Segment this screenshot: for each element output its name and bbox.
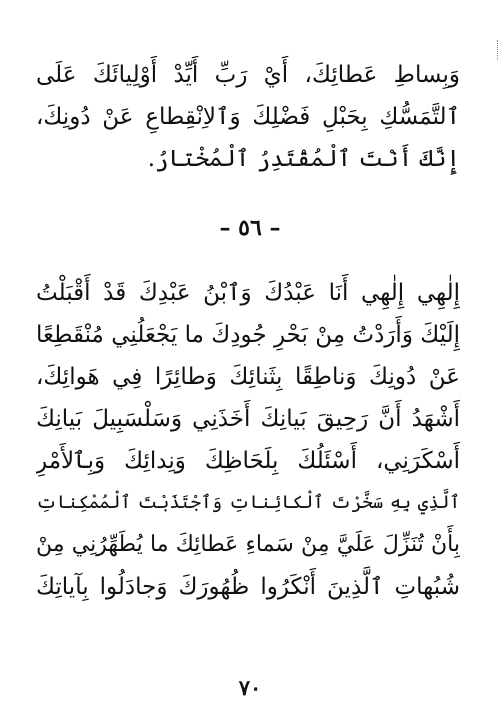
section-number-heading: – ٥٦ – <box>219 215 281 241</box>
text-line: إِلَيْكَ وَأَرَدْتُ مِنْ بَحْرِ جُودِكَ ما يَجْعَلُنِي مُنْقَطِعًا <box>36 322 460 348</box>
text-line: أَسْكَرَنِي، أَسْئَلُكَ بِلَحَاظِكَ وَنِدائِكَ وَبِٱلأَمْرِ <box>36 448 460 474</box>
text-line: عَنْ دُونِكَ وَناطِقًا بِثَنائِكَ وَطائِرًا فِي هَوائِكَ، <box>36 364 460 390</box>
text-line: إِنَّكَ أَنْتَ ٱلْمُقْتَدِرُ ٱلْمُخْتارُ. <box>147 146 460 172</box>
page-number: ٧٠ <box>238 675 262 700</box>
paragraph-continuation <box>36 54 460 180</box>
text-line: أَشْهَدُ أَنَّ رَحِيقَ بَيانِكَ أَخَذَنِي وَسَلْسَبِيلَ بَيانِكَ <box>36 406 460 432</box>
text-line: ٱلتَّمَسُّكِ بِحَبْلِ فَضْلِكَ وَٱلاِنْقِطاعِ عَنْ دُونِكَ، <box>36 104 460 130</box>
text-line: وَبِساطِ عَطائِكَ، أَيْ رَبِّ أَيِّدْ أَوْلِيائَكَ عَلَى <box>36 62 460 88</box>
text-line: ٱلَّذِي بِهِ سَخَّرْتَ ٱلْكائِناتِ وَٱجْتَذَبْتَ ٱلْمُمْكِناتِ <box>36 492 460 513</box>
prayer-paragraph <box>36 272 460 608</box>
text-line: بِأَنْ تُنَزِّلَ عَلَيَّ مِنْ سَماءِ عَطائِكَ ما يُطَهِّرُنِي مِنْ <box>36 532 460 557</box>
margin-scan-mark <box>496 40 498 60</box>
text-line: شُبُهاتِ ٱلَّذِينَ أَنْكَرُوا ظُهُورَكَ وَجادَلُوا بِآياتِكَ <box>36 574 460 600</box>
text-line: إِلٰهِي إِلٰهِي أَنَا عَبْدُكَ وَٱبْنُ عَبْدِكَ قَدْ أَقْبَلْتُ <box>36 280 460 306</box>
